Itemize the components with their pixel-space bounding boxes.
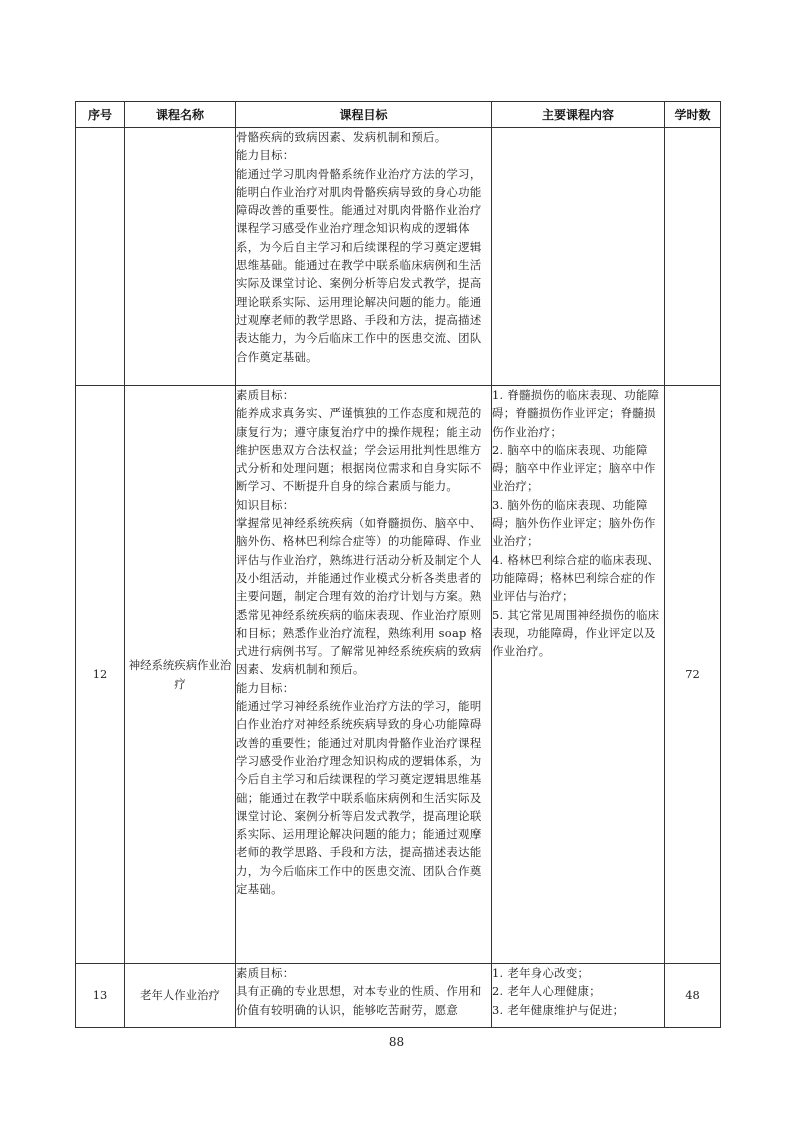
row-content [492,386,665,964]
content-item: 4. 格林巴利综合症的临床表现、功能障碍；格林巴利综合症的作业评估与治疗； [492,552,660,604]
content-item: 3. 脑外伤的临床表现、功能障碍；脑外伤作业评定；脑外伤作业治疗； [492,497,656,549]
goal-paragraph: 能力目标： [236,148,295,163]
goal-paragraph: 具有正确的专业思想，对本专业的性质、作用和价值有较明确的认识，能够吃苦耐劳，愿意 [236,984,482,1017]
goal-paragraph: 素质目标： [236,388,295,402]
goal-paragraph: 知识目标： [236,497,295,512]
goal-paragraph: 骨骼疾病的致病因素、发病机制和预后。 [236,130,447,144]
content-item: 1. 老年身心改变； [492,966,590,980]
content-item: 2. 老年人心理健康； [492,984,601,999]
row-serial: 12 [76,386,125,964]
row-goals [236,964,492,1028]
row-goals [236,128,492,386]
row-course-name [125,128,236,386]
row-serial [76,128,125,386]
row-goals [236,386,492,964]
content-item: 5. 其它常见周围神经损伤的临床表现，功能障碍，作业评定以及作业治疗。 [492,607,660,659]
header-course-name: 课程名称 [125,102,236,128]
header-course-content: 主要课程内容 [492,102,665,128]
row-course-name: 老年人作业治疗 [125,964,236,1028]
row-hours: 48 [665,964,721,1028]
row-hours [665,128,721,386]
goal-paragraph: 素质目标： [236,966,295,980]
goal-paragraph: 能通过学习肌肉骨骼系统作业治疗方法的学习，能明白作业治疗对肌肉骨骼疾病导致的身心功能障碍改善的重要性。能通过对肌肉骨骼作业治疗课程学习感受作业治疗理念知识构成的逻辑体系，为今后自主学习和后续课程的学习奠定逻辑思维基础。能通过在教学中联系临床病例和生活实际及课堂讨论、案例分析等启发式教学，提高理论联系实际、运用理论解决问题的能力。能通过观摩老师的教学思路、手段和方法，提高描述表达能力，为今后临床工作中的医患交流、团队合作奠定基础。 [236,166,482,364]
row-serial: 13 [76,964,125,1028]
goal-paragraph: 能通过学习神经系统作业治疗方法的学习，能明白作业治疗对神经系统疾病导致的身心功能障碍改善的重要性；能通过对肌肉骨骼作业治疗课程学习感受作业治疗理念知识构成的逻辑体系，为今后自主学习和后续课程的学习奠定逻辑思维基础；能通过在教学中联系临床病例和生活实际及课堂讨论、案例分析等启发式教学，提高理论联系实际、运用理论解决问题的能力；能通过观摩老师的教学思路、手段和方法，提高描述表达能力，为今后临床工作中的医患交流、团队合作奠定基础。 [236,699,482,897]
row-content [492,128,665,386]
table-header-row [76,102,721,128]
table-row [76,964,721,1028]
table-row [76,386,721,964]
goal-paragraph: 能养成求真务实、严谨慎独的工作态度和规范的康复行为；遵守康复治疗中的操作规程；能主动维护医患双方合法权益；学会运用批判性思维方式分析和处理问题；根据岗位需求和自身实际不断学习、不断提升自身的综合素质与能力。 [236,406,482,494]
content-item: 2. 脑卒中的临床表现、功能障碍；脑卒中作业评定；脑卒中作业治疗； [492,442,656,494]
goal-paragraph: 能力目标： [236,680,295,695]
row-course-name: 神经系统疾病作业治疗 [125,386,236,964]
header-serial: 序号 [76,102,125,128]
row-hours: 72 [665,386,721,964]
goal-paragraph: 掌握常见神经系统疾病（如脊髓损伤、脑卒中、脑外伤、格林巴利综合症等）的功能障碍、作业评估与作业治疗，熟练进行活动分析及制定个人及小组活动，并能通过作业模式分析各类患者的主要问题，制定合理有效的治疗计划与方案。熟悉常见神经系统疾病的临床表现、作业治疗原则和目标；熟悉作业治疗流程，熟练利用 soap 格式进行病例书写。了解常见神经系统疾病的致病因素、发病机制和预后。 [236,516,483,677]
content-item: 1. 脊髓损伤的临床表现、功能障碍；脊髓损伤作业评定；脊髓损伤作业治疗； [492,388,660,439]
header-course-goals: 课程目标 [236,102,492,128]
course-table [75,101,721,1028]
row-content [492,964,665,1028]
header-hours: 学时数 [665,102,721,128]
content-item: 3. 老年健康维护与促进； [492,1002,625,1017]
page-number: 88 [388,1035,405,1049]
table-row [76,128,721,386]
